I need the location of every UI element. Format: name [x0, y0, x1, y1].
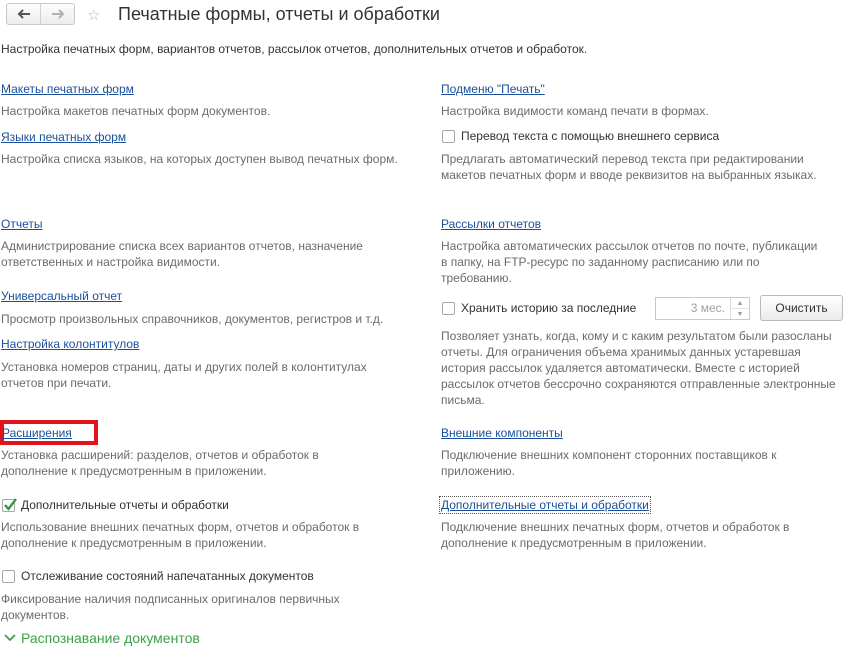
external-components-link[interactable]: Внешние компоненты [441, 426, 563, 440]
chevron-down-icon [4, 633, 16, 643]
translation-desc: Предлагать автоматический перевод текста при редактировании макетов печатных форм и вводе реквизитов на выбранных языках. [441, 152, 817, 182]
stepper-down-icon[interactable]: ▼ [731, 308, 749, 319]
history-checkbox[interactable] [442, 302, 455, 315]
history-period-input[interactable] [655, 297, 750, 320]
print-templates-link[interactable]: Макеты печатных форм [1, 82, 134, 96]
print-languages-link[interactable]: Языки печатных форм [1, 130, 127, 144]
tracking-checkbox[interactable] [2, 570, 15, 583]
translation-label: Перевод текста с помощью внешнего сервиса [461, 129, 720, 143]
additional-reports-link-desc: Подключение внешних печатных форм, отчетов и обработок в дополнение к предусмотренным в приложении. [441, 520, 790, 550]
clear-history-button[interactable]: Очистить [760, 295, 843, 321]
reports-link[interactable]: Отчеты [1, 217, 43, 231]
mailing-link[interactable]: Рассылки отчетов [441, 217, 542, 231]
reports-desc: Администрирование списка всех вариантов отчетов, назначение ответственных и настройка видимости. [1, 239, 363, 269]
additional-reports-label: Дополнительные отчеты и обработки [21, 498, 229, 512]
print-templates-desc: Настройка макетов печатных форм документов. [1, 104, 271, 118]
universal-report-desc: Просмотр произвольных справочников, документов, регистров и т.д. [1, 312, 384, 326]
history-label: Хранить историю за последние [461, 301, 637, 315]
forward-button[interactable] [40, 4, 74, 24]
history-period-value[interactable]: 3 мес. [690, 301, 725, 315]
translation-checkbox-row[interactable] [442, 129, 719, 143]
tracking-label: Отслеживание состояний напечатанных документов [21, 569, 314, 583]
tracking-checkbox-row[interactable] [2, 569, 314, 583]
star-icon[interactable]: ☆ [87, 7, 101, 24]
history-desc: Позволяет узнать, когда, кому и с каким результатом были разосланы отчеты. Для ограничения объема хранимых данных устаревшая история рассылок удаляется автоматически. Вместе с историей рассылок отчетов бессрочно сохраняются отправленные электронные письма. [441, 329, 836, 407]
page-title: Печатные формы, отчеты и обработки [118, 4, 440, 24]
universal-report-link[interactable]: Универсальный отчет [1, 289, 123, 303]
additional-reports-desc: Использование внешних печатных форм, отчетов и обработок в дополнение к предусмотренным в приложении. [1, 520, 360, 550]
recognition-group-toggle[interactable] [4, 630, 200, 646]
extensions-link[interactable]: Расширения [2, 426, 72, 440]
arrow-left-icon [17, 8, 31, 20]
print-submenu-link[interactable]: Подменю "Печать" [441, 82, 545, 96]
mailing-desc: Настройка автоматических рассылок отчетов по почте, публикации в папку, на FTP-ресурс по заданному расписанию или по требованию. [441, 239, 818, 285]
print-submenu-desc: Настройка видимости команд печати в формах. [441, 104, 709, 118]
translation-checkbox[interactable] [442, 130, 455, 143]
recognition-group-title: Распознавание документов [21, 630, 200, 646]
page-subtitle: Настройка печатных форм, вариантов отчетов, рассылок отчетов, дополнительных отчетов и обработок. [1, 42, 588, 56]
headers-footers-link[interactable]: Настройка колонтитулов [1, 337, 140, 351]
tracking-desc: Фиксирование наличия подписанных оригиналов первичных документов. [1, 592, 340, 622]
arrow-right-icon [51, 8, 65, 20]
additional-reports-checkbox-row[interactable] [2, 498, 229, 512]
headers-footers-desc: Установка номеров страниц, даты и других полей в колонтитулах отчетов при печати. [1, 360, 367, 390]
back-button[interactable] [7, 4, 40, 24]
additional-reports-link[interactable]: Дополнительные отчеты и обработки [441, 498, 649, 512]
history-checkbox-row[interactable] [442, 301, 636, 315]
external-components-desc: Подключение внешних компонент сторонних поставщиков к приложению. [441, 448, 777, 478]
stepper-up-icon[interactable]: ▲ [736, 299, 744, 307]
print-languages-desc: Настройка списка языков, на которых доступен вывод печатных форм. [1, 152, 398, 166]
navigation-buttons [6, 3, 75, 25]
checkmark-icon [2, 497, 18, 513]
extensions-desc: Установка расширений: разделов, отчетов и обработок в дополнение к предусмотренным в приложении. [1, 448, 319, 478]
additional-reports-checkbox[interactable] [2, 499, 15, 512]
